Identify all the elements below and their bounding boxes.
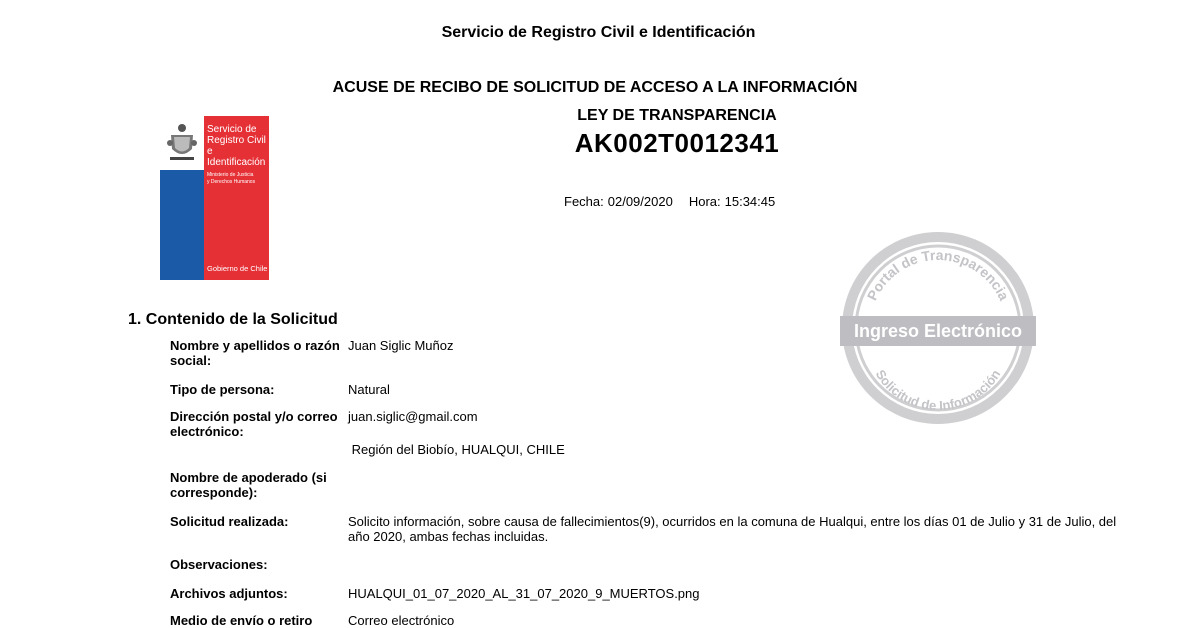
field-label: Nombre de apoderado (si corresponde): [170,470,327,500]
field-label: Solicitud realizada: [170,514,289,529]
logo-line-2: Registro Civil e [207,135,266,157]
stamp-band-text: Ingreso Electrónico [853,321,1023,341]
field-label: Archivos adjuntos: [170,586,288,601]
document-subtitle: LEY DE TRANSPARENCIA [577,107,777,124]
stamp-top-text: Portal de Transparencia [863,246,1013,303]
time-label: Hora: [688,194,721,209]
field-value: Natural [348,382,390,397]
field-label: Nombre y apellidos o razón social: [170,338,340,368]
field-value: Solicito información, sobre causa de fallecimientos(9), ocurridos en la comuna de Hualqui, entre los días 01 de Julio y 31 de Julio, del año 2020, ambas fechas incluidas. [348,514,1117,544]
date-time-line [564,194,779,209]
field-label: Dirección postal y/o correo electrónico: [170,409,338,439]
registro-civil-logo [160,116,269,280]
field-value-secondary: Región del Biobío, HUALQUI, CHILE [348,442,565,457]
request-code: AK002T0012341 [574,128,780,158]
logo-line-1: Servicio de [207,124,257,135]
logo-line-3: Identificación [207,157,266,168]
field-value: Juan Siglic Muñoz [348,338,454,353]
field-label: Observaciones: [170,557,268,572]
stamp-bottom-text: Solicitud de Información [872,366,1004,414]
field-value: Correo electrónico [348,613,455,628]
time-value: 15:34:45 [724,194,776,209]
logo-ministry-1: Ministerio de Justicia [207,172,254,178]
coat-of-arms-icon [166,121,198,163]
date-label: Fecha: [564,194,604,209]
document-title: ACUSE DE RECIBO DE SOLICITUD DE ACCESO A LA INFORMACIÓN [332,79,858,96]
electronic-entry-stamp [840,228,1036,428]
attachment-filename: HUALQUI_01_07_2020_AL_31_07_2020_9_MUERTOS.png [348,586,700,601]
date-value: 02/09/2020 [607,194,673,209]
field-value: juan.siglic@gmail.com [348,409,478,424]
field-label: Medio de envío o retiro [170,613,313,628]
logo-footer: Gobierno de Chile [207,264,268,273]
field-label: Tipo de persona: [170,382,275,397]
section-title: 1. Contenido de la Solicitud [128,311,338,328]
logo-ministry-2: y Derechos Humanos [207,179,256,185]
service-name: Servicio de Registro Civil e Identificación [441,24,756,41]
